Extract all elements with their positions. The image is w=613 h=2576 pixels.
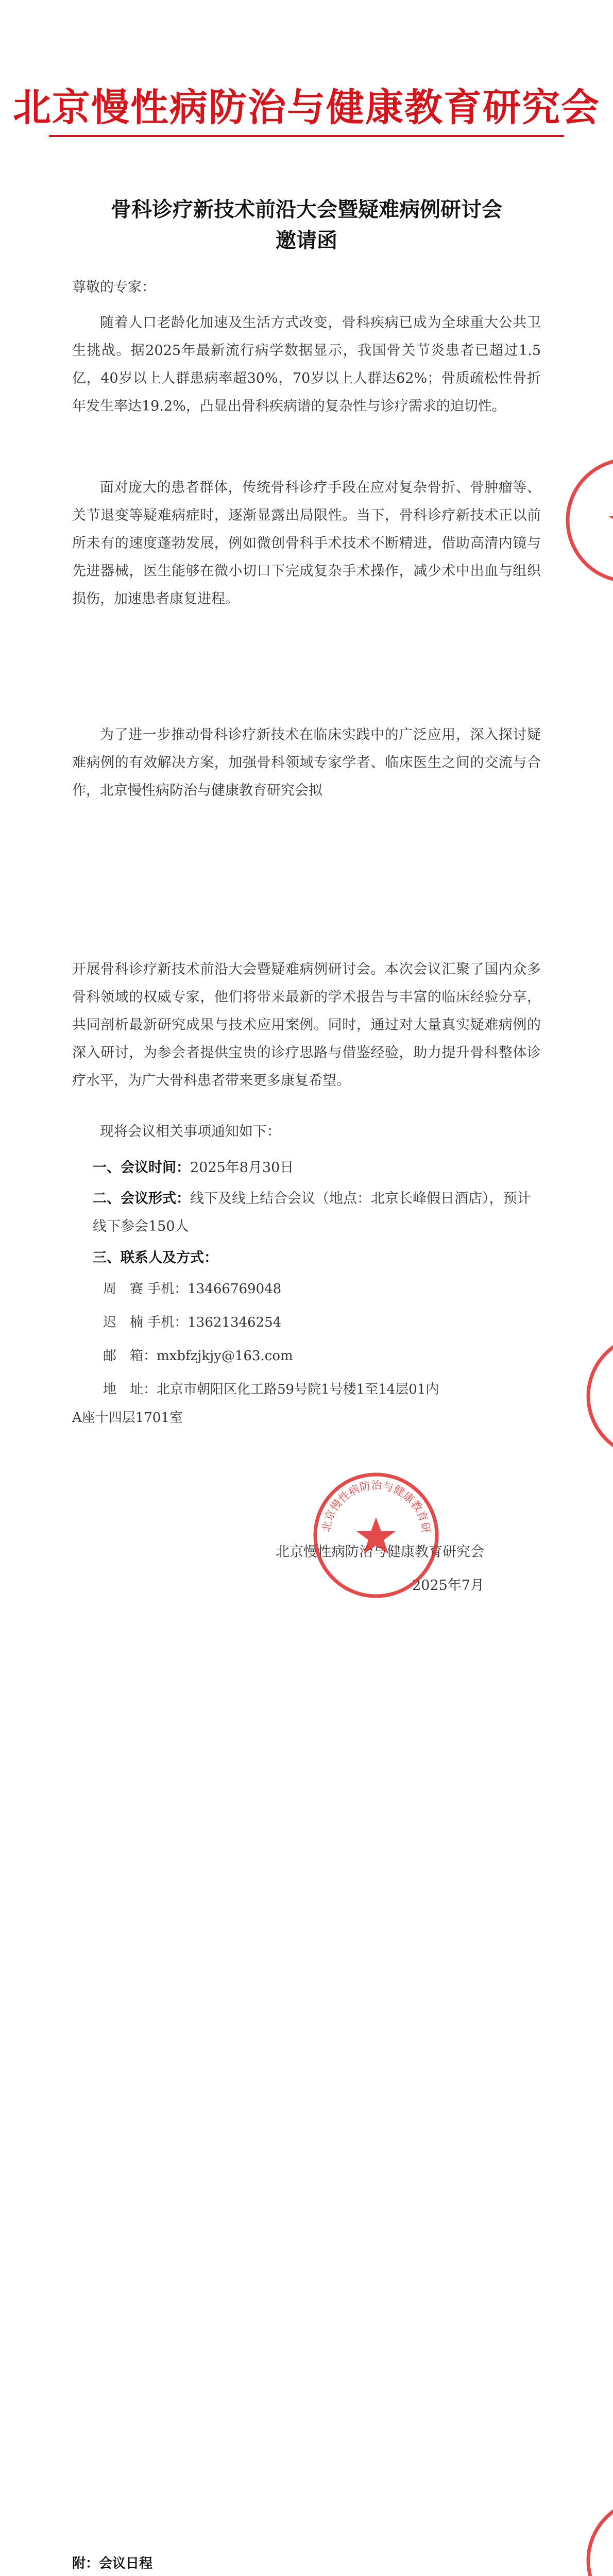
signature-org: 北京慢性病防治与健康教育研究会: [276, 1544, 484, 1560]
greeting: 尊敬的专家：: [72, 279, 156, 295]
contact-label: 迟 楠 手机：: [103, 1315, 188, 1330]
paragraph-text: 为了进一步推动骨科诊疗新技术在临床实践中的广泛应用，深入探讨疑难病例的有效解决方案，加强骨科领域专家学者、临床医生之间的交流与合作，北京慢性病防治与健康教育研究会拟: [72, 727, 541, 799]
seal-svg: [309, 1468, 443, 1602]
seal-edge-stamp-1: [561, 453, 613, 587]
paragraph-text: 面对庞大的患者群体，传统骨科诊疗手段在应对复杂骨折、骨肿瘤等、关节退变等疑难病症时，逐渐显露出局限性。当下，骨科诊疗新技术正以前所未有的速度蓬勃发展，例如微创骨科手术技术不断精进，借助高清内镜与先进器械，医生能够在微小切口下完成复杂手术操作，减少术中出血与组织损伤，加速患者康复进程。: [72, 480, 541, 607]
seal-edge-stamp-2: [582, 1329, 613, 1463]
paragraph-text: 开展骨科诊疗新技术前沿大会暨疑难病例研讨会。本次会议汇聚了国内众多骨科领域的权威专家，他们将带来最新的学术报告与丰富的临床经验分享，共同剖析最新研究成果与技术应用案例。同时，通过对大量真实疑难病例的深入研讨，为参会者提供宝贵的诊疗思路与借鉴经验，助力提升骨科整体诊疗水平，为广大骨科患者带来更多康复希望。: [72, 961, 541, 1089]
contact-1: [103, 1275, 281, 1303]
contact-label: 地 址：: [103, 1382, 157, 1397]
seal-edge-stamp-3: [582, 2494, 613, 2576]
meeting-form: [93, 1185, 541, 1241]
doc-title: 骨科诊疗新技术前沿大会暨疑难病例研讨会: [111, 197, 502, 222]
meeting-form-value: 线下及线上结合会议（地点：北京长峰假日酒店），预计线下参会150人: [93, 1191, 531, 1234]
org-header-title: 北京慢性病防治与健康教育研究会: [13, 86, 600, 130]
paragraph-text: 现将会议相关事项通知如下：: [100, 1124, 281, 1140]
notice-intro: [72, 1118, 433, 1146]
meeting-time: [93, 1154, 546, 1182]
contact-label: 周 赛 手机：: [103, 1281, 188, 1297]
schedule-title: 附：会议日程: [72, 2556, 153, 2571]
signature-date: 2025年7月: [412, 1578, 484, 1594]
contact-value: A座十四层1701室: [72, 1410, 183, 1426]
paragraph-text: 随着人口老龄化加速及生活方式改变，骨科疾病已成为全球重大公共卫生挑战。据2025年最新流行病学数据显示，我国骨关节炎患者已超过1.5亿，40岁以上人群患病率超30%，70岁以上人群达62%；骨质疏松性骨折年发生率达19.2%，凸显出骨科疾病谱的复杂性与诊疗需求的迫切性。: [72, 315, 541, 414]
contact-label: 邮 箱：: [103, 1348, 157, 1364]
contact-heading-label: 三、联系人及方式：: [93, 1250, 218, 1266]
contact-address: [103, 1376, 439, 1403]
contact-heading: [93, 1244, 218, 1272]
seal-text: 北京慢性病防治与健康教育研: [319, 1479, 433, 1534]
intro-paragraph-3: [72, 721, 541, 805]
meeting-time-value: 2025年8月30日: [190, 1160, 294, 1176]
contact-value: 13621346254: [188, 1315, 282, 1330]
meeting-time-label: 一、会议时间：: [93, 1160, 190, 1176]
contact-address-line2: [72, 1404, 183, 1432]
header-red-rule: [49, 135, 564, 137]
intro-paragraph-4: [72, 956, 541, 1095]
contact-2: [103, 1309, 281, 1336]
contact-email: [103, 1342, 293, 1370]
intro-paragraph-1: [72, 309, 541, 420]
intro-paragraph-2: [72, 474, 541, 613]
meeting-form-label: 二、会议形式：: [93, 1191, 190, 1207]
contact-value: 北京市朝阳区化工路59号院1号楼1至14层01内: [157, 1382, 439, 1397]
official-seal-stamp: [309, 1468, 443, 1602]
contact-value: 13466769048: [188, 1281, 282, 1297]
doc-subtitle: 邀请函: [276, 228, 337, 252]
contact-value: mxbfzjkjy@163.com: [157, 1348, 293, 1364]
